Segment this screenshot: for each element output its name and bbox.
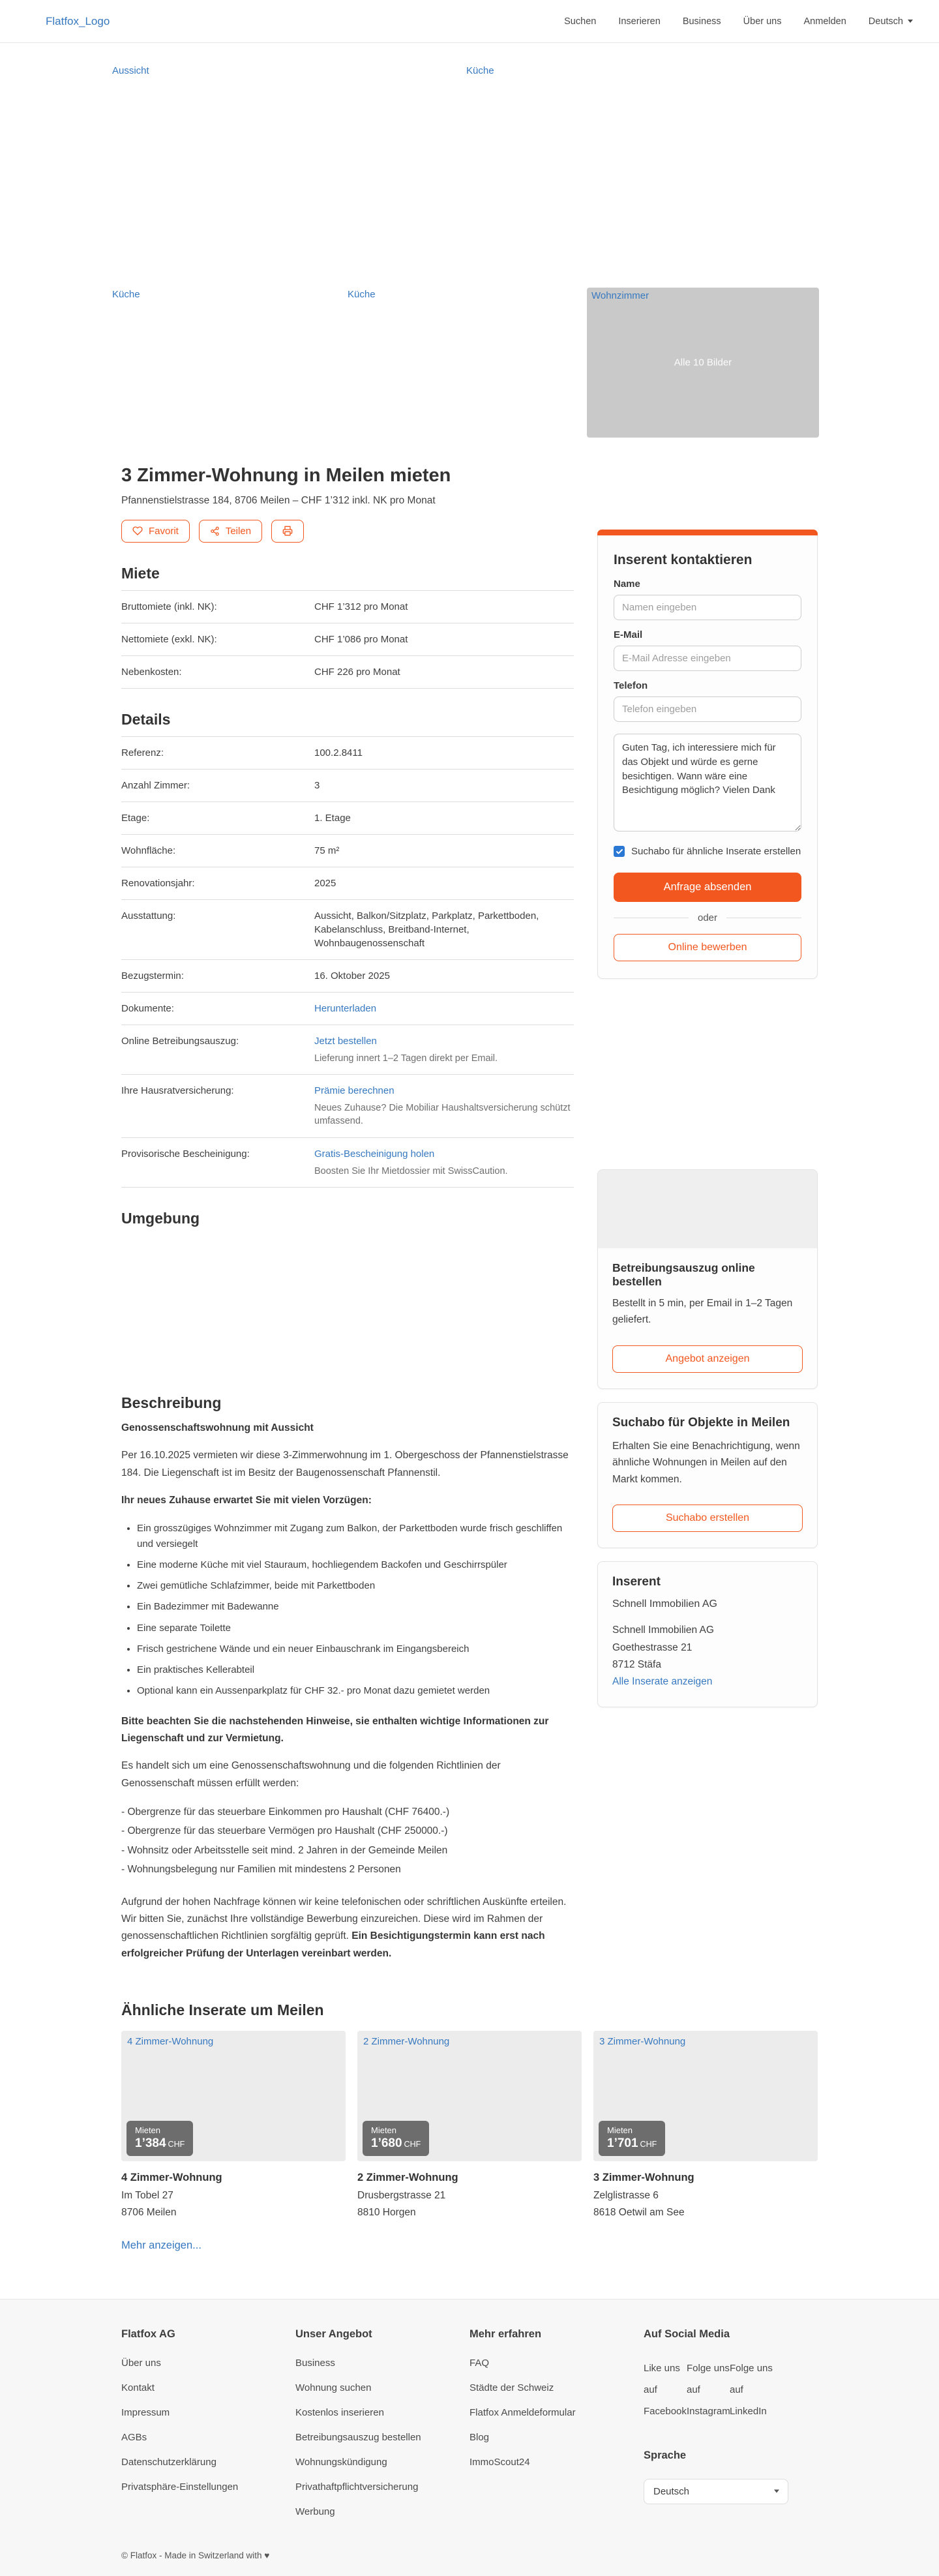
- list-item: • Ein Badezimmer mit Badewanne: [137, 1599, 574, 1614]
- footer-link-faq[interactable]: FAQ: [470, 2357, 490, 2369]
- table-row: [121, 960, 574, 993]
- chevron-down-icon: [908, 20, 913, 23]
- contact-card-accent-bar: [597, 530, 818, 535]
- list-item: • Eine separate Toilette: [137, 1621, 574, 1636]
- printer-icon: [282, 526, 293, 536]
- advertiser-address-line: Goethestrasse 21: [612, 1641, 693, 1653]
- badge-price: 1’384: [135, 2136, 166, 2151]
- row-label: Referenz:: [121, 747, 164, 758]
- listing-card-title: 2 Zimmer-Wohnung: [357, 2172, 458, 2184]
- flatfox-logo[interactable]: Flatfox_Logo: [46, 14, 110, 27]
- description-final-bold: Ein Besichtigungstermin kann erst nach erfolgreicher Prüfung der Unterlagen vereinbart werden.: [121, 1930, 545, 1959]
- advertiser-agency-name: Schnell Immobilien AG: [612, 1598, 717, 1610]
- nav-suchen[interactable]: Suchen: [564, 16, 597, 27]
- footer-column-mehr: [470, 2319, 644, 2531]
- price-badge: [363, 2121, 429, 2156]
- listing-card-city: 8706 Meilen: [121, 2206, 177, 2218]
- listing-card[interactable]: [357, 2031, 582, 2221]
- instagram-link[interactable]: Folge uns auf Instagram: [687, 2362, 730, 2417]
- footer-column-flatfox: [121, 2319, 295, 2531]
- row-label: Bruttomiete (inkl. NK):: [121, 601, 217, 612]
- footer-link-wohnung-suchen[interactable]: Wohnung suchen: [295, 2382, 372, 2393]
- gallery-image-link-aussicht[interactable]: Aussicht: [112, 65, 149, 76]
- debt-extract-order-link[interactable]: Jetzt bestellen: [314, 1035, 377, 1047]
- guideline-line: - Obergrenze für das steuerbare Vermögen pro Haushalt (CHF 250000.-): [121, 1825, 448, 1837]
- table-row: [121, 1075, 574, 1138]
- advertiser-address-line: 8712 Stäfa: [612, 1659, 661, 1670]
- badge-currency: CHF: [640, 2140, 657, 2149]
- email-field[interactable]: [614, 646, 801, 671]
- show-offer-button[interactable]: Angebot anzeigen: [612, 1345, 803, 1373]
- all-listings-link[interactable]: Alle Inserate anzeigen: [612, 1676, 713, 1688]
- main-nav: [564, 16, 913, 27]
- badge-type-label: Mieten: [371, 2125, 397, 2136]
- section-umgebung: Umgebung: [121, 1209, 200, 1227]
- linkedin-link[interactable]: Folge uns auf LinkedIn: [730, 2362, 773, 2417]
- message-field[interactable]: [614, 734, 801, 831]
- footer-link-betreibungsauszug[interactable]: Betreibungsauszug bestellen: [295, 2431, 421, 2443]
- section-miete: Miete: [121, 564, 160, 582]
- contact-card: [597, 530, 818, 979]
- create-subscription-button[interactable]: Suchabo erstellen: [612, 1505, 803, 1532]
- badge-type-label: Mieten: [607, 2125, 633, 2136]
- row-value: CHF 226 pro Monat: [314, 666, 400, 678]
- listing-card-info: [357, 2161, 582, 2221]
- or-divider: oder: [614, 912, 801, 923]
- phone-label: Telefon: [614, 680, 648, 691]
- similar-grid: [121, 2031, 818, 2221]
- header: [0, 0, 939, 43]
- listing-card-city: 8810 Horgen: [357, 2206, 416, 2218]
- language-select[interactable]: [644, 2479, 788, 2504]
- row-value: Aussicht, Balkon/Sitzplatz, Parkplatz, Parkettboden, Kabelanschluss, Breitband-Internet, Wohnbaugenossenschaft: [314, 910, 539, 949]
- guideline-line: - Obergrenze für das steuerbare Einkommen pro Haushalt (CHF 76400.-): [121, 1806, 450, 1818]
- all-photos-label: Alle 10 Bilder: [674, 357, 732, 368]
- description-final-text: Aufgrund der hohen Nachfrage können wir keine telefonischen oder schriftlichen Auskünfte erteilen. Wir bitten Sie, zunächst Ihre vollständige Bewerbung einzureichen. Diese wird im Rahmen der genossenschaftlichen Richtlinien sorgfältig geprüft.: [121, 1896, 567, 1942]
- print-button[interactable]: [271, 520, 304, 543]
- listing-card-title: 4 Zimmer-Wohnung: [121, 2172, 222, 2184]
- footer-link-agbs[interactable]: AGBs: [121, 2431, 147, 2443]
- show-more-link[interactable]: Mehr anzeigen...: [121, 2239, 201, 2251]
- footer-link-werbung[interactable]: Werbung: [295, 2506, 335, 2517]
- nav-ueber-uns[interactable]: Über uns: [743, 16, 782, 27]
- advertiser-card-title: Inserent: [612, 1575, 661, 1589]
- listing-card-street: Drusbergstrasse 21: [357, 2189, 446, 2201]
- name-field[interactable]: [614, 595, 801, 620]
- row-label: Renovationsjahr:: [121, 877, 195, 889]
- table-row: [121, 993, 574, 1025]
- price-badge: [599, 2121, 665, 2156]
- photo-gallery: [0, 43, 939, 442]
- certificate-link[interactable]: Gratis-Bescheinigung holen: [314, 1148, 435, 1160]
- action-buttons: [121, 520, 574, 543]
- listing-image-link[interactable]: 3 Zimmer-Wohnung: [599, 2036, 686, 2048]
- footer-link-immoscout[interactable]: ImmoScout24: [470, 2456, 530, 2468]
- guideline-line: - Wohnungsbelegung nur Familien mit mindestens 2 Personen: [121, 1864, 401, 1876]
- footer-link-blog[interactable]: Blog: [470, 2431, 490, 2443]
- table-row: [121, 802, 574, 835]
- row-label: Ausstattung:: [121, 910, 176, 921]
- footer-link-privatsphaere[interactable]: Privatsphäre-Einstellungen: [121, 2481, 239, 2493]
- row-value: 3: [314, 779, 320, 791]
- row-value: 100.2.8411: [314, 747, 363, 758]
- list-item: • Zwei gemütliche Schlafzimmer, beide mit Parkettboden: [137, 1578, 574, 1593]
- advertiser-card: [597, 1561, 818, 1707]
- row-label: Anzahl Zimmer:: [121, 779, 190, 791]
- table-row: [121, 900, 574, 960]
- listing-image-link[interactable]: 4 Zimmer-Wohnung: [127, 2036, 214, 2048]
- listing-card[interactable]: [593, 2031, 818, 2221]
- table-row: [121, 591, 574, 623]
- copyright-text: © Flatfox - Made in Switzerland with ♥: [121, 2550, 270, 2560]
- row-value: CHF 1’312 pro Monat: [314, 601, 408, 612]
- row-label: Etage:: [121, 812, 150, 824]
- debt-extract-card-title: Betreibungsauszug online bestellen: [612, 1261, 755, 1288]
- row-sub-text: Neues Zuhause? Die Mobiliar Haushaltsversicherung schützt umfassend.: [314, 1103, 571, 1127]
- footer-link-kontakt[interactable]: Kontakt: [121, 2382, 155, 2393]
- search-subscription-label: Suchabo für ähnliche Inserate erstellen: [631, 846, 801, 857]
- listing-subtitle: Pfannenstielstrasse 184, 8706 Meilen – CHF 1’312 inkl. NK pro Monat: [121, 494, 436, 506]
- facebook-link[interactable]: Like uns auf Facebook: [644, 2362, 687, 2417]
- list-item: • Ein grosszügiges Wohnzimmer mit Zugang zum Balkon, der Parkettboden wurde frisch geschliffen und versiegelt: [137, 1521, 574, 1551]
- language-block: [644, 2449, 818, 2504]
- share-button[interactable]: [199, 520, 262, 543]
- search-subscription-card: [597, 1402, 818, 1549]
- map-placeholder: [121, 1235, 574, 1372]
- language-menu-label: Deutsch: [868, 16, 903, 27]
- description-intro-title: Genossenschaftswohnung mit Aussicht: [121, 1422, 314, 1433]
- guideline-line: - Wohnsitz oder Arbeitsstelle seit mind. 2 Jahren in der Gemeinde Meilen: [121, 1844, 448, 1856]
- row-label: Online Betreibungsauszug:: [121, 1035, 239, 1047]
- listing-card-city: 8618 Oetwil am See: [593, 2206, 685, 2218]
- footer-link-staedte[interactable]: Städte der Schweiz: [470, 2382, 554, 2393]
- listing-card-street: Im Tobel 27: [121, 2189, 173, 2201]
- list-item: • Optional kann ein Aussenparkplatz für CHF 32.- pro Monat dazu gemietet werden: [137, 1683, 574, 1698]
- listing-card-title: 3 Zimmer-Wohnung: [593, 2172, 694, 2184]
- insurance-premium-link[interactable]: Prämie berechnen: [314, 1085, 395, 1097]
- description-intro: Per 16.10.2025 vermieten wir diese 3-Zimmerwohnung im 1. Obergeschoss der Pfannenstielstrasse 184. Die Liegenschaft ist im Besitz der Baugenossenschaft Pfannenstil.: [121, 1450, 569, 1478]
- row-label: Bezugstermin:: [121, 970, 184, 981]
- gallery-image-link-kueche-3[interactable]: Küche: [348, 289, 376, 300]
- badge-currency: CHF: [404, 2140, 421, 2149]
- table-row: [121, 1138, 574, 1188]
- documents-download-link[interactable]: Herunterladen: [314, 1002, 377, 1014]
- send-request-button[interactable]: Anfrage absenden: [614, 873, 801, 902]
- footer-link-haftpflicht[interactable]: Privathaftpflichtversicherung: [295, 2481, 419, 2493]
- search-subscription-card-title: Suchabo für Objekte in Meilen: [612, 1415, 790, 1430]
- table-row: [121, 770, 574, 802]
- gallery-image-link-kueche-2[interactable]: Küche: [112, 289, 140, 300]
- all-photos-tile[interactable]: [587, 288, 819, 438]
- search-subscription-card-text: Erhalten Sie eine Benachrichtigung, wenn ähnliche Wohnungen in Meilen auf den Markt kommen.: [612, 1440, 800, 1485]
- apply-online-button[interactable]: Online bewerben: [614, 934, 801, 961]
- nav-business[interactable]: Business: [682, 16, 721, 27]
- footer-column-title: Flatfox AG: [121, 2328, 175, 2340]
- table-row: [121, 835, 574, 867]
- description-guidelines-intro: Es handelt sich um eine Genossenschaftswohnung und die folgenden Richtlinien der Genossenschaft müssen erfüllt werden:: [121, 1760, 501, 1789]
- email-label: E-Mail: [614, 629, 643, 640]
- sidebar: [597, 460, 818, 1707]
- name-label: Name: [614, 578, 640, 590]
- row-value: CHF 1’086 pro Monat: [314, 633, 408, 645]
- row-label: Dokumente:: [121, 1002, 174, 1014]
- row-sub-text: Boosten Sie Ihr Mietdossier mit SwissCaution.: [314, 1165, 508, 1176]
- footer-link-ueber-uns[interactable]: Über uns: [121, 2357, 161, 2369]
- row-sub-text: Lieferung innert 1–2 Tagen direkt per Email.: [314, 1053, 498, 1064]
- badge-currency: CHF: [168, 2140, 185, 2149]
- row-label: Nettomiete (exkl. NK):: [121, 633, 217, 645]
- row-value: 2025: [314, 877, 336, 889]
- share-icon: [210, 526, 220, 536]
- nav-anmelden[interactable]: Anmelden: [803, 16, 846, 27]
- gallery-image-link-kueche-1[interactable]: Küche: [466, 65, 494, 76]
- row-label: Provisorische Bescheinigung:: [121, 1148, 250, 1160]
- similar-heading: Ähnliche Inserate um Meilen: [121, 2001, 324, 2019]
- similar-listings-section: [121, 2001, 818, 2279]
- footer-link-kostenlos-inserieren[interactable]: Kostenlos inserieren: [295, 2406, 384, 2418]
- listing-card-image[interactable]: [121, 2031, 346, 2161]
- search-subscription-option[interactable]: [614, 845, 801, 860]
- listing-card[interactable]: [121, 2031, 346, 2221]
- contact-card-title: Inserent kontaktieren: [614, 552, 753, 567]
- listing-card-info: [121, 2161, 346, 2221]
- badge-price: 1’701: [607, 2136, 638, 2151]
- table-row: [121, 656, 574, 689]
- footer-link-wohnungskuendigung[interactable]: Wohnungskündigung: [295, 2456, 387, 2468]
- listing-image-link[interactable]: 2 Zimmer-Wohnung: [363, 2036, 450, 2048]
- social-links: [644, 2358, 818, 2422]
- row-value: 75 m²: [314, 845, 340, 856]
- table-row: [121, 867, 574, 900]
- footer-column-title: Mehr erfahren: [470, 2328, 542, 2340]
- badge-type-label: Mieten: [135, 2125, 161, 2136]
- listing-main: [121, 460, 574, 1973]
- heart-icon: [132, 526, 143, 536]
- row-value: 16. Oktober 2025: [314, 970, 390, 981]
- footer-column-social: [644, 2319, 818, 2531]
- listing-card-street: Zelglistrasse 6: [593, 2189, 659, 2201]
- footer: [0, 2299, 939, 2576]
- advantages-list: [121, 1521, 574, 1698]
- debt-extract-card-text: Bestellt in 5 min, per Email in 1–2 Tagen geliefert.: [612, 1297, 793, 1326]
- section-details: Details: [121, 710, 171, 728]
- price-badge: [127, 2121, 193, 2156]
- miete-table: [121, 590, 574, 689]
- list-item: • Ein praktisches Kellerabteil: [137, 1662, 574, 1677]
- badge-price: 1’680: [371, 2136, 402, 2151]
- nav-inserieren[interactable]: Inserieren: [618, 16, 661, 27]
- footer-link-impressum[interactable]: Impressum: [121, 2406, 170, 2418]
- listing-card-image[interactable]: [357, 2031, 582, 2161]
- section-beschreibung: Beschreibung: [121, 1394, 222, 1411]
- footer-link-business[interactable]: Business: [295, 2357, 335, 2369]
- details-table: [121, 736, 574, 1188]
- listing-card-image[interactable]: [593, 2031, 818, 2161]
- debt-extract-card: [597, 1169, 818, 1389]
- row-value: 1. Etage: [314, 812, 351, 824]
- list-item: • Eine moderne Küche mit viel Stauraum, hochliegendem Backofen und Geschirrspüler: [137, 1557, 574, 1572]
- favorite-button[interactable]: [121, 520, 190, 543]
- description-final: [121, 1894, 574, 1962]
- description-advantages-title: Ihr neues Zuhause erwartet Sie mit vielen Vorzügen:: [121, 1495, 372, 1506]
- language-label: Sprache: [644, 2449, 687, 2461]
- table-row: [121, 1025, 574, 1075]
- language-menu[interactable]: [869, 16, 913, 27]
- row-label: Ihre Hausratversicherung:: [121, 1085, 234, 1097]
- description-notice: Bitte beachten Sie die nachstehenden Hinweise, sie enthalten wichtige Informationen zur Liegenschaft und zur Vermietung.: [121, 1715, 549, 1744]
- debt-extract-card-image: [598, 1170, 817, 1248]
- row-label: Wohnfläche:: [121, 845, 176, 856]
- row-label: Nebenkosten:: [121, 666, 182, 678]
- list-item: • Frisch gestrichene Wände und ein neuer Einbauschrank im Eingangsbereich: [137, 1641, 574, 1656]
- table-row: [121, 737, 574, 770]
- share-button-label: Teilen: [225, 525, 252, 537]
- description-body: [121, 1420, 574, 1962]
- footer-column-title: Unser Angebot: [295, 2328, 372, 2340]
- favorite-button-label: Favorit: [149, 525, 179, 537]
- footer-column-angebot: [295, 2319, 470, 2531]
- gallery-image-link-wohnzimmer[interactable]: Wohnzimmer: [591, 290, 649, 301]
- checkbox-checked-icon[interactable]: [614, 846, 625, 857]
- footer-column-title: Auf Social Media: [644, 2328, 730, 2340]
- advertiser-address-line: Schnell Immobilien AG: [612, 1625, 714, 1636]
- footer-link-anmeldeformular[interactable]: Flatfox Anmeldeformular: [470, 2406, 576, 2418]
- table-row: [121, 623, 574, 656]
- page-title: 3 Zimmer-Wohnung in Meilen mieten: [121, 465, 451, 486]
- phone-field[interactable]: [614, 696, 801, 722]
- listing-card-info: [593, 2161, 818, 2221]
- footer-link-datenschutz[interactable]: Datenschutzerklärung: [121, 2456, 216, 2468]
